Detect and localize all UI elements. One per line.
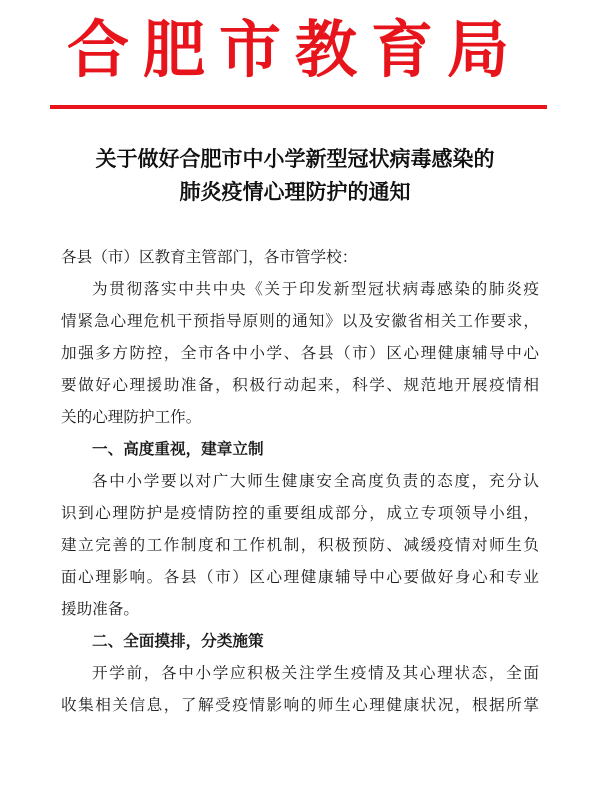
paragraph-1-line-5: 关的心理防护工作。 [61,408,202,426]
paragraph-2-line-5: 援助准备。 [61,600,139,618]
paragraph-1-line-3: 加强多方防控，全市各中小学、各县（市）区心理健康辅导中心 [61,344,539,362]
paragraph-2-line-4: 面心理影响。各县（市）区心理健康辅导中心要做好身心和专业 [61,568,539,586]
red-header-rule [50,105,547,109]
paragraph-2-line-2: 识到心理防护是疫情防控的重要组成部分，成立专项领导小组， [61,504,539,522]
paragraph-1-line-4: 要做好心理援助准备，积极行动起来，科学、规范地开展疫情相 [61,376,539,394]
paragraph-2-line-1: 各中小学要以对广大师生健康安全高度负责的态度，充分认 [92,472,539,490]
section-heading-1: 一、高度重视，建章立制 [92,440,264,458]
paragraph-1-line-1: 为贯彻落实中共中央《关于印发新型冠状病毒感染的肺炎疫 [92,280,539,298]
document-title-line-2: 肺炎疫情心理防护的通知 [179,179,411,204]
document-body [61,241,539,721]
paragraph-1-line-2: 情紧急心理危机干预指导原则的通知》以及安徽省相关工作要求， [61,312,539,330]
paragraph-3-line-1: 开学前，各中小学应积极关注学生疫情及其心理状态，全面 [92,664,539,682]
issuing-authority-header: 合肥市教育局 [66,13,523,86]
document-title [0,142,590,208]
section-heading-2: 二、全面摸排，分类施策 [92,632,264,650]
salutation: 各县（市）区教育主管部门，各市管学校： [61,248,358,266]
paragraph-2-line-3: 建立完善的工作制度和工作机制，积极预防、减缓疫情对师生负 [61,536,539,554]
paragraph-3-line-2: 收集相关信息，了解受疫情影响的师生心理健康状况，根据所掌 [61,696,539,714]
document-title-line-1: 关于做好合肥市中小学新型冠状病毒感染的 [95,146,495,171]
